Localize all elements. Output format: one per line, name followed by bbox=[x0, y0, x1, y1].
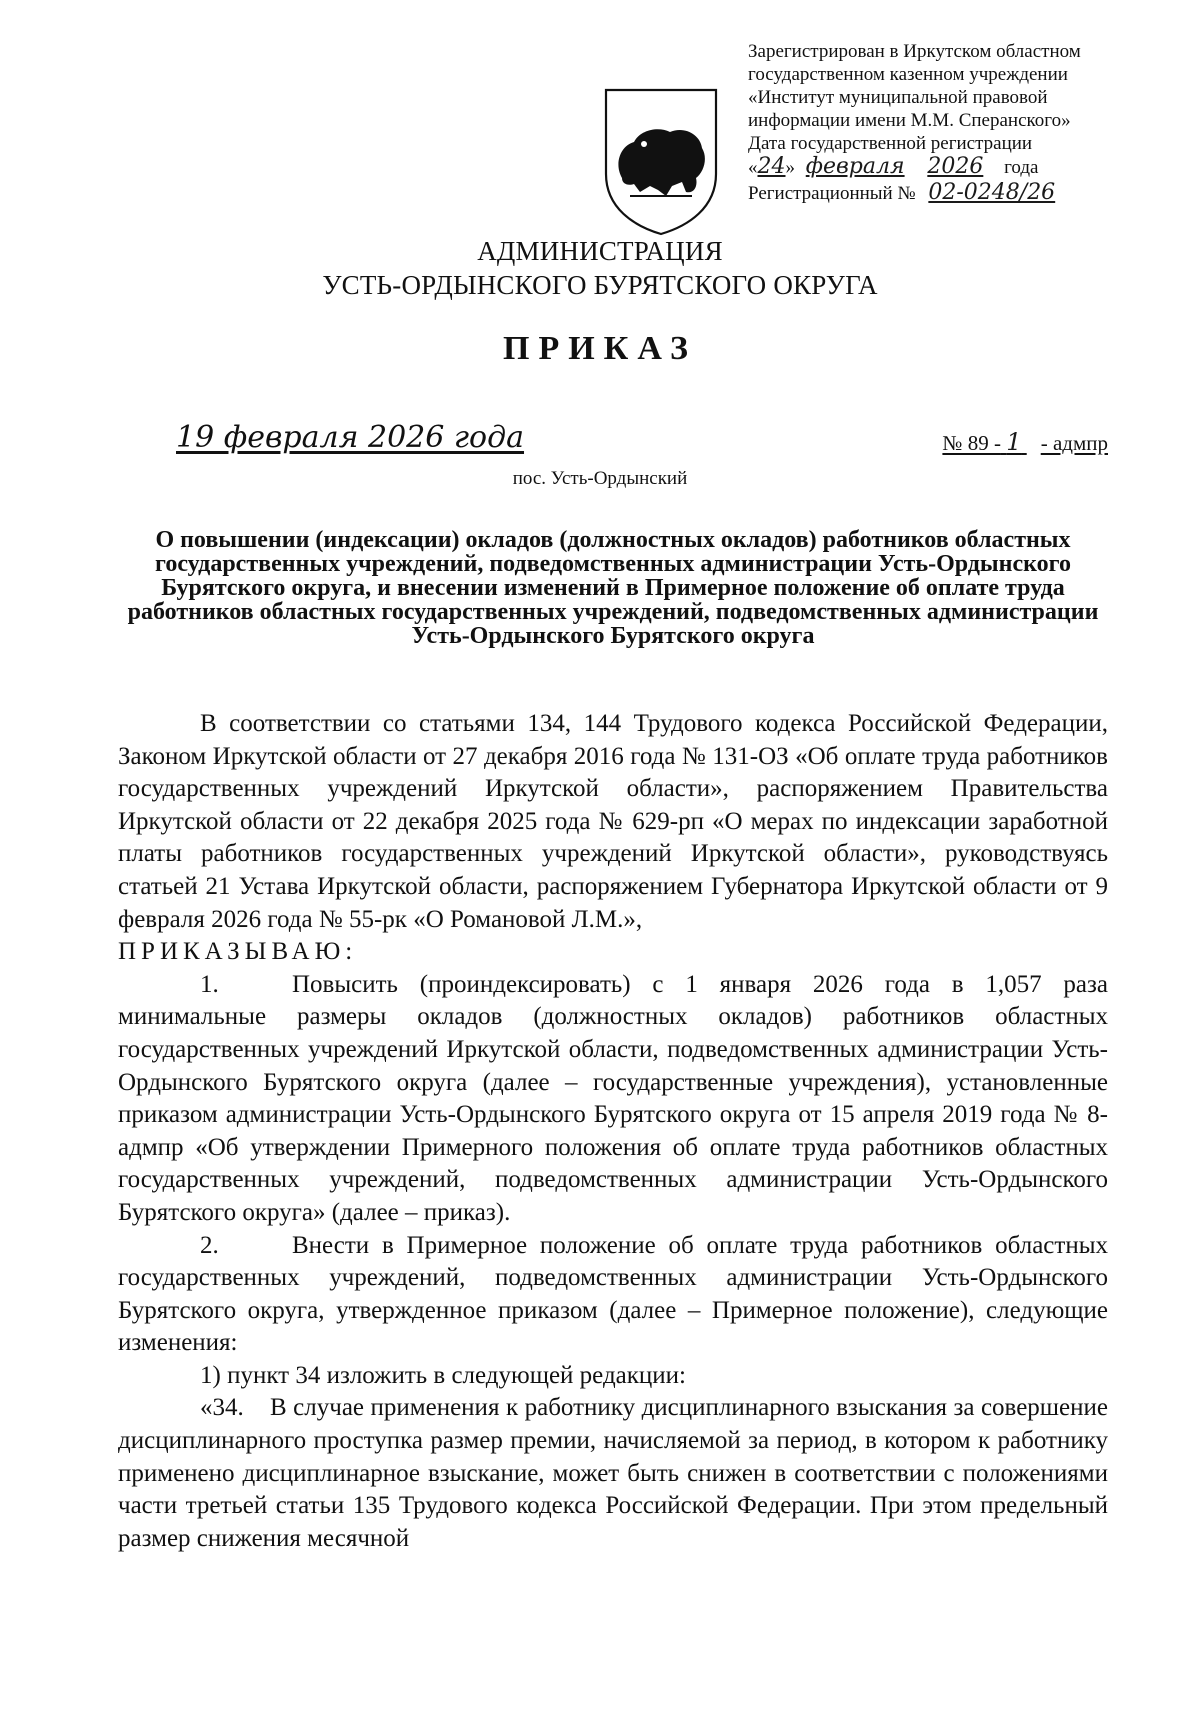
order-title: О повышении (индексации) окладов (должностных окладов) работников областных государственных учреждений, подведомственных администрации Усть-Ордынского Бурятского округа, и внесении изменений в Примерное положение об оплате труда работников областных государственных учреждений, подведомственных администрации Усть-Ордынского Бурятского округа bbox=[127, 527, 1099, 649]
registration-number: 02-0248/26 bbox=[928, 180, 1056, 205]
registration-date bbox=[748, 155, 1148, 181]
registration-line: информации имени М.М. Сперанского» bbox=[748, 110, 1071, 131]
registration-line: Зарегистрирован в Иркутском областном bbox=[748, 41, 1081, 62]
quote-close: » bbox=[785, 157, 795, 178]
subitem-1: 1) пункт 34 изложить в следующей редакции: bbox=[200, 1361, 686, 1389]
point-34-number: «34. bbox=[200, 1394, 244, 1422]
point-34 bbox=[118, 1392, 1108, 1555]
order-place: пос. Усть-Ордынский bbox=[512, 468, 688, 489]
document-type: ПРИКАЗ bbox=[503, 330, 697, 367]
preamble-paragraph: В соответствии со статьями 134, 144 Трудового кодекса Российской Федерации, Законом Иркутской области от 27 декабря 2016 года № 131-ОЗ «Об оплате труда работников государственных учреждений Иркутской области», распоряжением Правительства Иркутской области от 22 декабря 2025 года № 629-рп «О мерах по индексации заработной платы работников государственных учреждений Иркутской области», руководствуясь статьей 21 Устава Иркутской области, распоряжением Губернатора Иркутской области от 9 февраля 2026 года № 55-рк «О Романовой Л.М.», bbox=[118, 710, 1108, 933]
registration-line: Дата государственной регистрации bbox=[748, 133, 1033, 154]
registration-number-row bbox=[748, 181, 1148, 205]
point-34-text: В случае применения к работнику дисциплинарного взыскания за совершение дисциплинарного проступка размер премии, начисляемой за период, в котором к работнику применено дисциплинарное взыскание, может быть снижен в соответствии с положениями части третьей статьи 135 Трудового кодекса Российской Федерации. При этом предельный размер снижения месячной bbox=[118, 1394, 1108, 1552]
order-body bbox=[118, 708, 1108, 1555]
item-1-text: Повысить (проиндексировать) с 1 января 2026 года в 1,057 раза минимальные размеры окладов (должностных окладов) работников областных государственных учреждений Иркутской области, подведомственных администрации Усть-Ордынского Бурятского округа (далее – государственные учреждения), установленные приказом администрации Усть-Ордынского Бурятского округа от 15 апреля 2019 года № 8-адмпр «Об утверждении Примерного положения об оплате труда работников областных государственных учреждений, подведомственных администрации Усть-Ордынского Бурятского округа» (далее – приказ). bbox=[118, 970, 1108, 1226]
order-number-prefix: № 89 - bbox=[942, 431, 1001, 455]
coat-of-arms-icon bbox=[600, 86, 722, 236]
registration-year-suffix: года bbox=[1004, 157, 1039, 178]
order-word: ПРИКАЗЫВАЮ: bbox=[118, 938, 358, 966]
order-date: 19 февраля 2026 года bbox=[176, 420, 525, 455]
registration-year: 2026 bbox=[927, 154, 984, 179]
order-number-value: 1 bbox=[1006, 428, 1022, 456]
order-number-suffix: - адмпр bbox=[1040, 431, 1108, 455]
registration-month: февраля bbox=[805, 154, 905, 179]
organization-name-line1: АДМИНИСТРАЦИЯ bbox=[477, 236, 723, 266]
item-2-text: Внести в Примерное положение об оплате труда работников областных государственных учреждений, подведомственных администрации Усть-Ордынского Бурятского округа, утвержденное приказом (далее – Примерное положение), следующие изменения: bbox=[118, 1231, 1108, 1357]
item-1-number: 1. bbox=[200, 970, 219, 998]
item-1 bbox=[118, 969, 1108, 1230]
order-number bbox=[942, 428, 1108, 456]
item-2-number: 2. bbox=[200, 1231, 219, 1259]
registration-line: государственном казенном учреждении bbox=[748, 64, 1068, 85]
registration-day: 24 bbox=[757, 154, 786, 179]
registration-stamp bbox=[748, 40, 1148, 205]
registration-number-label: Регистрационный № bbox=[748, 183, 916, 204]
registration-line: «Институт муниципальной правовой bbox=[748, 87, 1048, 108]
organization-name-line2: УСТЬ-ОРДЫНСКОГО БУРЯТСКОГО ОКРУГА bbox=[322, 270, 878, 300]
quote-open: « bbox=[748, 157, 758, 178]
item-2 bbox=[118, 1230, 1108, 1360]
